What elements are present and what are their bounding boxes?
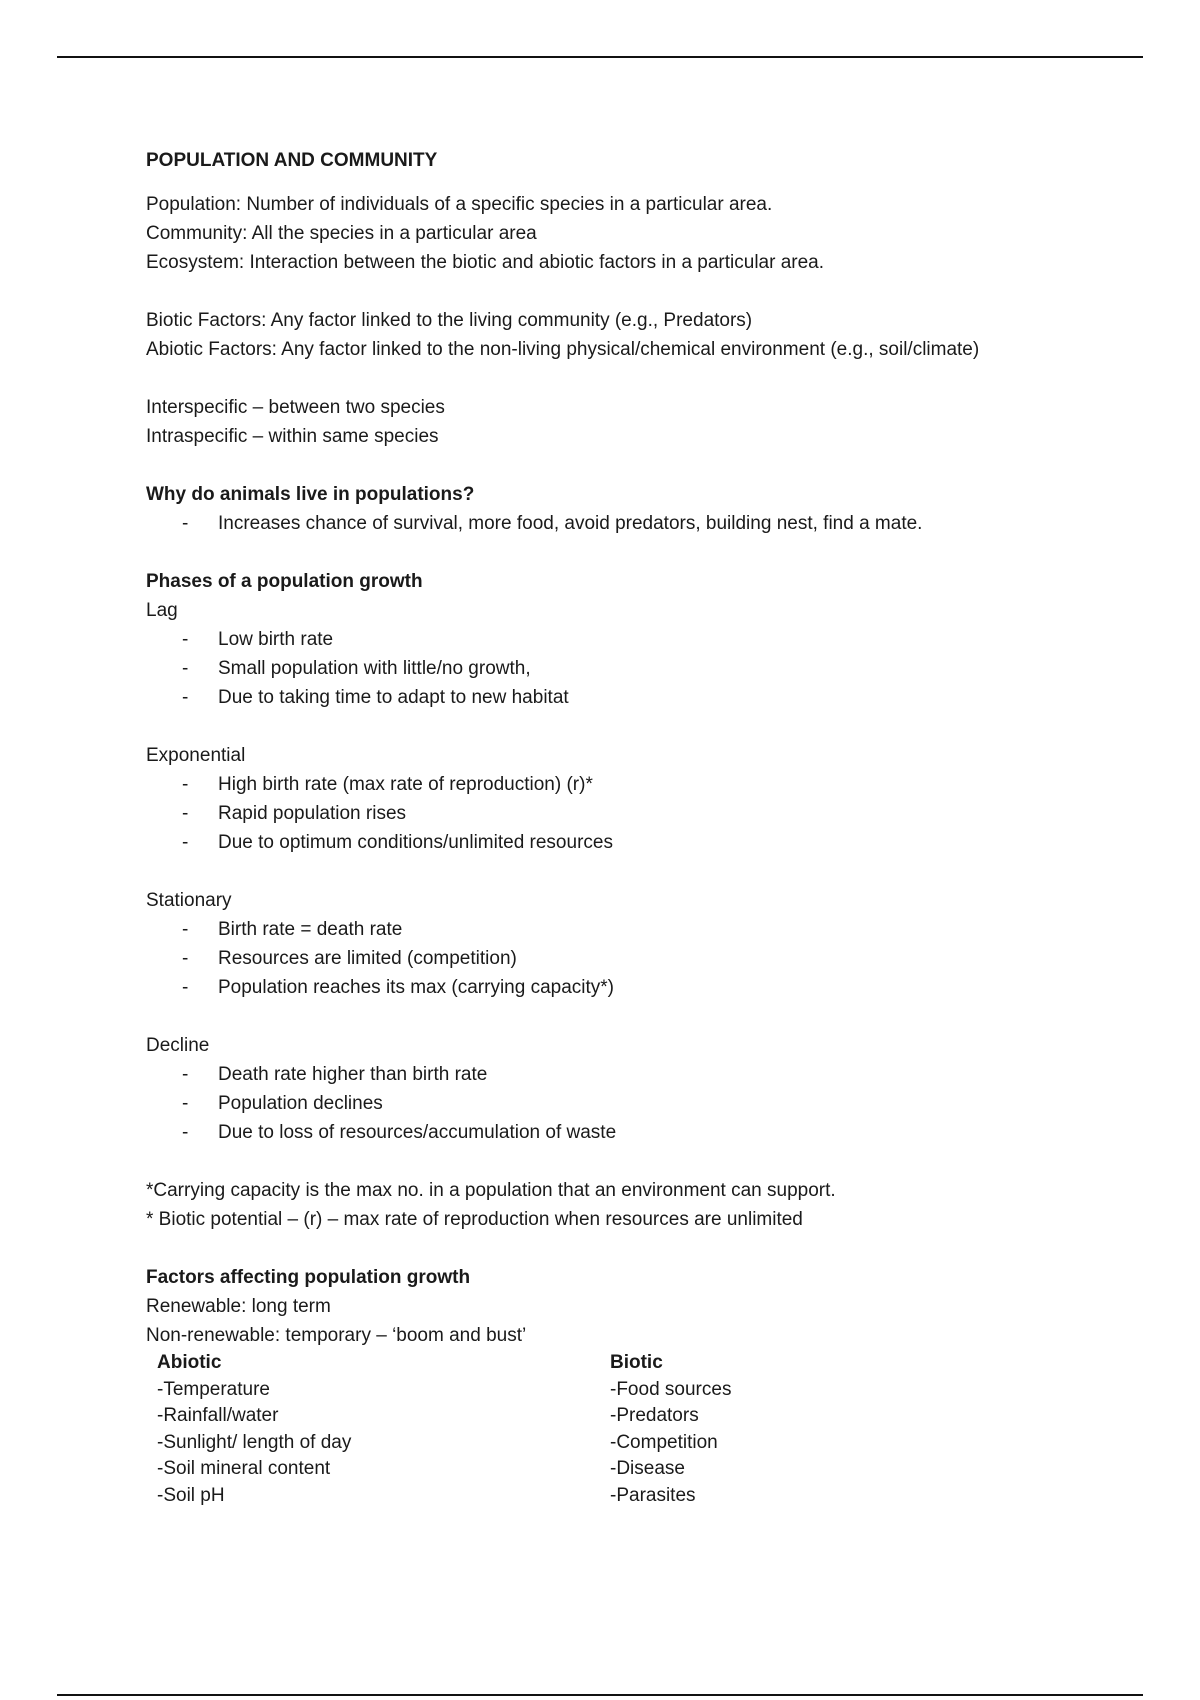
definition-biotic-factors: Biotic Factors: Any factor linked to the living community (e.g., Predators) [146, 310, 753, 331]
abiotic-heading: Abiotic [157, 1352, 222, 1373]
nonrenewable-line: Non-renewable: temporary – ‘boom and bust’ [146, 1325, 527, 1346]
note-carrying-capacity: *Carrying capacity is the max no. in a population that an environment can support. [146, 1180, 836, 1201]
list-item: -Competition [610, 1431, 718, 1453]
decline-bullet-list [146, 1060, 1106, 1147]
definition-intraspecific: Intraspecific – within same species [146, 426, 439, 447]
list-item: -Sunlight/ length of day [157, 1431, 352, 1453]
definition-interspecific: Interspecific – between two species [146, 397, 445, 418]
why-bullet-list [146, 509, 1106, 538]
list-item: - Death rate higher than birth rate [182, 1064, 488, 1085]
list-item: - Due to taking time to adapt to new habitat [182, 687, 569, 708]
note-biotic-potential: * Biotic potential – (r) – max rate of reproduction when resources are unlimited [146, 1209, 803, 1230]
phase-label-lag: Lag [146, 600, 178, 621]
list-item: - Birth rate = death rate [182, 919, 403, 940]
list-item: - Resources are limited (competition) [182, 948, 517, 969]
page-title: POPULATION AND COMMUNITY [146, 150, 438, 171]
abiotic-column [157, 1350, 610, 1509]
exponential-bullet-list [146, 770, 1106, 857]
definition-abiotic-factors: Abiotic Factors: Any factor linked to the non-living physical/chemical environment (e.g., soil/climate) [146, 339, 980, 360]
list-item: - Due to optimum conditions/unlimited resources [182, 832, 613, 853]
list-item: -Rainfall/water [157, 1405, 279, 1426]
list-item: - Population declines [182, 1093, 383, 1114]
renewable-line: Renewable: long term [146, 1296, 331, 1317]
list-item: -Disease [610, 1458, 685, 1479]
list-item: -Parasites [610, 1484, 696, 1506]
lag-bullet-list [146, 625, 1106, 712]
section-heading-growth-factors: Factors affecting population growth [146, 1267, 471, 1288]
list-item: - Small population with little/no growth, [182, 658, 531, 679]
list-item: - Low birth rate [182, 629, 334, 650]
document-page [146, 146, 1106, 1509]
bottom-rule [57, 1694, 1143, 1696]
definition-community: Community: All the species in a particular area [146, 223, 537, 244]
biotic-heading: Biotic [610, 1352, 663, 1373]
list-item: -Soil pH [157, 1484, 225, 1506]
phase-label-decline: Decline [146, 1035, 210, 1056]
section-heading-why: Why do animals live in populations? [146, 484, 475, 505]
top-rule [57, 56, 1143, 58]
definition-ecosystem: Ecosystem: Interaction between the biotic and abiotic factors in a particular area. [146, 252, 825, 273]
definition-population: Population: Number of individuals of a specific species in a particular area. [146, 194, 773, 215]
biotic-column [610, 1350, 1063, 1509]
list-item: -Predators [610, 1405, 699, 1426]
list-item: -Soil mineral content [157, 1458, 331, 1479]
list-item: - Due to loss of resources/accumulation of waste [182, 1122, 617, 1143]
list-item: -Temperature [157, 1378, 270, 1400]
list-item: - Rapid population rises [182, 803, 407, 824]
list-item: - High birth rate (max rate of reproduction) (r)* [182, 774, 593, 795]
factors-table [157, 1350, 1106, 1509]
phase-label-stationary: Stationary [146, 890, 232, 911]
list-item: -Food sources [610, 1378, 732, 1400]
phase-label-exponential: Exponential [146, 745, 246, 766]
section-heading-phases: Phases of a population growth [146, 571, 423, 592]
list-item: - Population reaches its max (carrying capacity*) [182, 977, 615, 998]
list-item: - Increases chance of survival, more food, avoid predators, building nest, find a mate. [182, 513, 923, 534]
stationary-bullet-list [146, 915, 1106, 1002]
